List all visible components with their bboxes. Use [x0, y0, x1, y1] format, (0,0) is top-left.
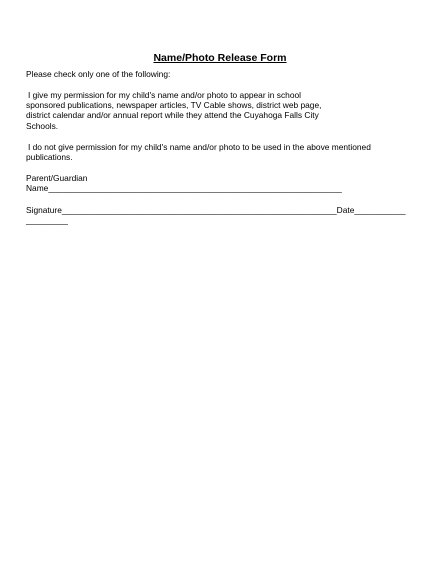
guardian-label: Parent/Guardian — [26, 173, 88, 183]
signature-date-field: Signature___________________________________________________________Date___________ — [26, 205, 406, 215]
date-field-continuation: _________ — [26, 215, 68, 225]
option2-line-2: publications. — [26, 152, 73, 162]
option1-line-4: Schools. — [26, 121, 59, 131]
option1-line-3: district calendar and/or annual report while they attend the Cuyahoga Falls City — [26, 110, 319, 120]
form-title: Name/Photo Release Form — [153, 52, 287, 64]
instruction-text: Please check only one of the following: — [26, 69, 171, 79]
option1-line-2: sponsored publications, newspaper articles, TV Cable shows, district web page, — [26, 100, 322, 110]
option1-line-1: I give my permission for my child's name and/or photo to appear in school — [28, 90, 301, 100]
option2-line-1: I do not give permission for my child's name and/or photo to be used in the above mentioned — [28, 142, 371, 152]
guardian-name-field: Name_______________________________________________________________ — [26, 183, 342, 193]
